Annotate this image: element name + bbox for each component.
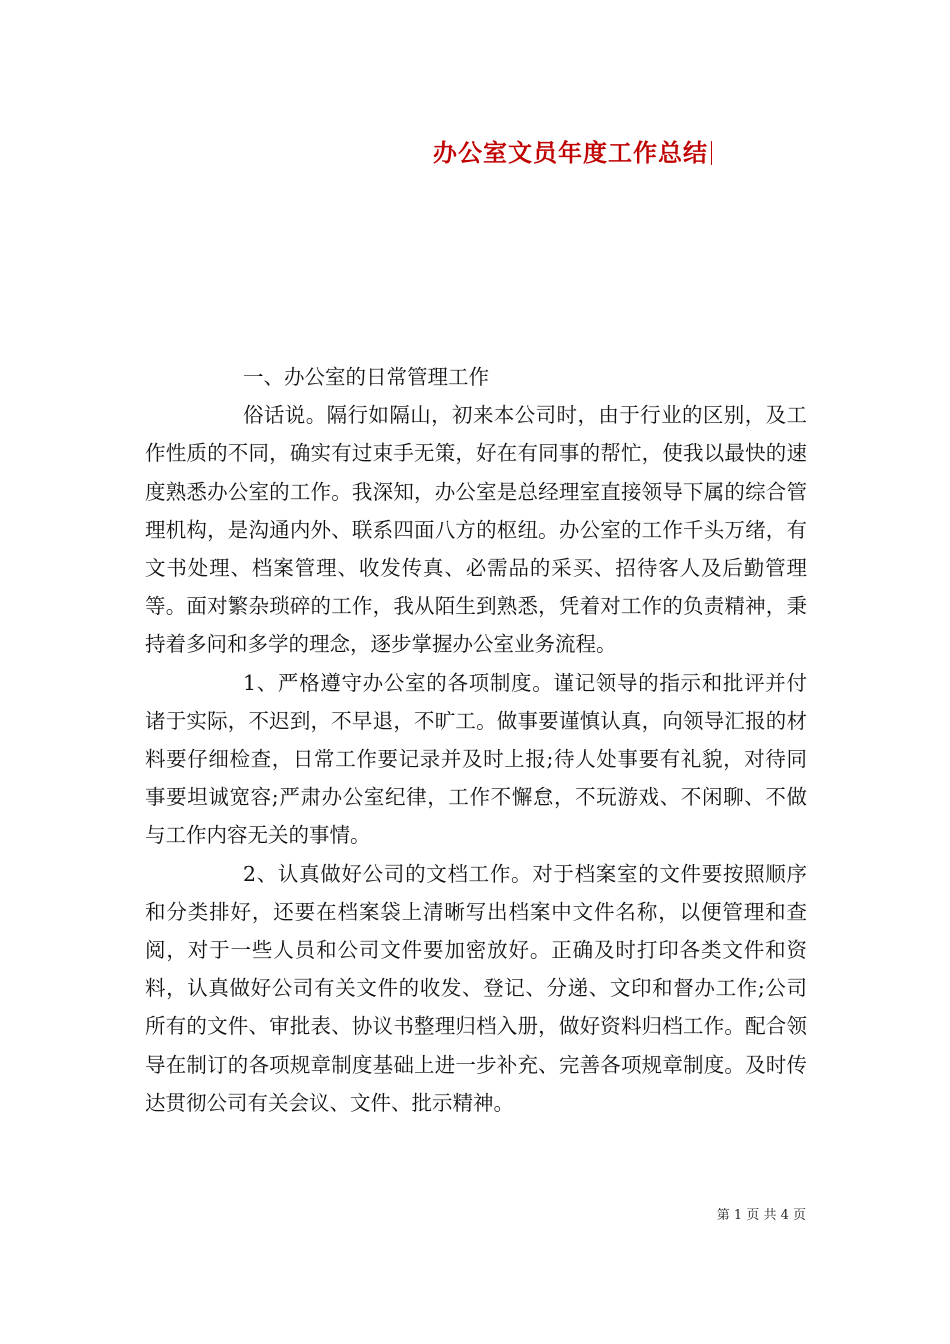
document-body xyxy=(145,358,807,1122)
section-heading: 一、办公室的日常管理工作 xyxy=(243,365,489,389)
paragraph-rules: 1、严格遵守办公室的各项制度。谨记领导的指示和批评并付诸于实际，不迟到，不早退，不旷工。做事要谨慎认真，向领导汇报的材料要仔细检查，日常工作要记录并及时上报;待人处事要有礼貌，对待同事要坦诚宽容;严肃办公室纪律，工作不懈怠，不玩游戏、不闲聊、不做与工作内容无关的事情。 xyxy=(145,670,807,848)
text-cursor xyxy=(711,141,712,165)
page-number-footer: 第 1 页 共 4 页 xyxy=(716,1208,806,1223)
paragraph-archives: 2、认真做好公司的文档工作。对于档案室的文件要按照顺序和分类排好，还要在档案袋上清晰写出档案中文件名称，以便管理和查阅，对于一些人员和公司文件要加密放好。正确及时打印各类文件和资料，认真做好公司有关文件的收发、登记、分递、文印和督办工作;公司所有的文件、审批表、协议书整理归档入册，做好资料归档工作。配合领导在制订的各项规章制度基础上进一步补充、完善各项规章制度。及时传达贯彻公司有关会议、文件、批示精神。 xyxy=(145,861,807,1115)
page-title xyxy=(0,133,950,168)
page-title-text: 办公室文员年度工作总结 xyxy=(433,138,708,167)
paragraph-intro: 俗话说。隔行如隔山，初来本公司时，由于行业的区别，及工作性质的不同，确实有过束手无策，好在有同事的帮忙，使我以最快的速度熟悉办公室的工作。我深知，办公室是总经理室直接领导下属的综合管理机构，是沟通内外、联系四面八方的枢纽。办公室的工作千头万绪，有文书处理、档案管理、收发传真、必需品的采买、招待客人及后勤管理等。面对繁杂琐碎的工作，我从陌生到熟悉，凭着对工作的负责精神，秉持着多问和多学的理念，逐步掌握办公室业务流程。 xyxy=(145,403,807,657)
